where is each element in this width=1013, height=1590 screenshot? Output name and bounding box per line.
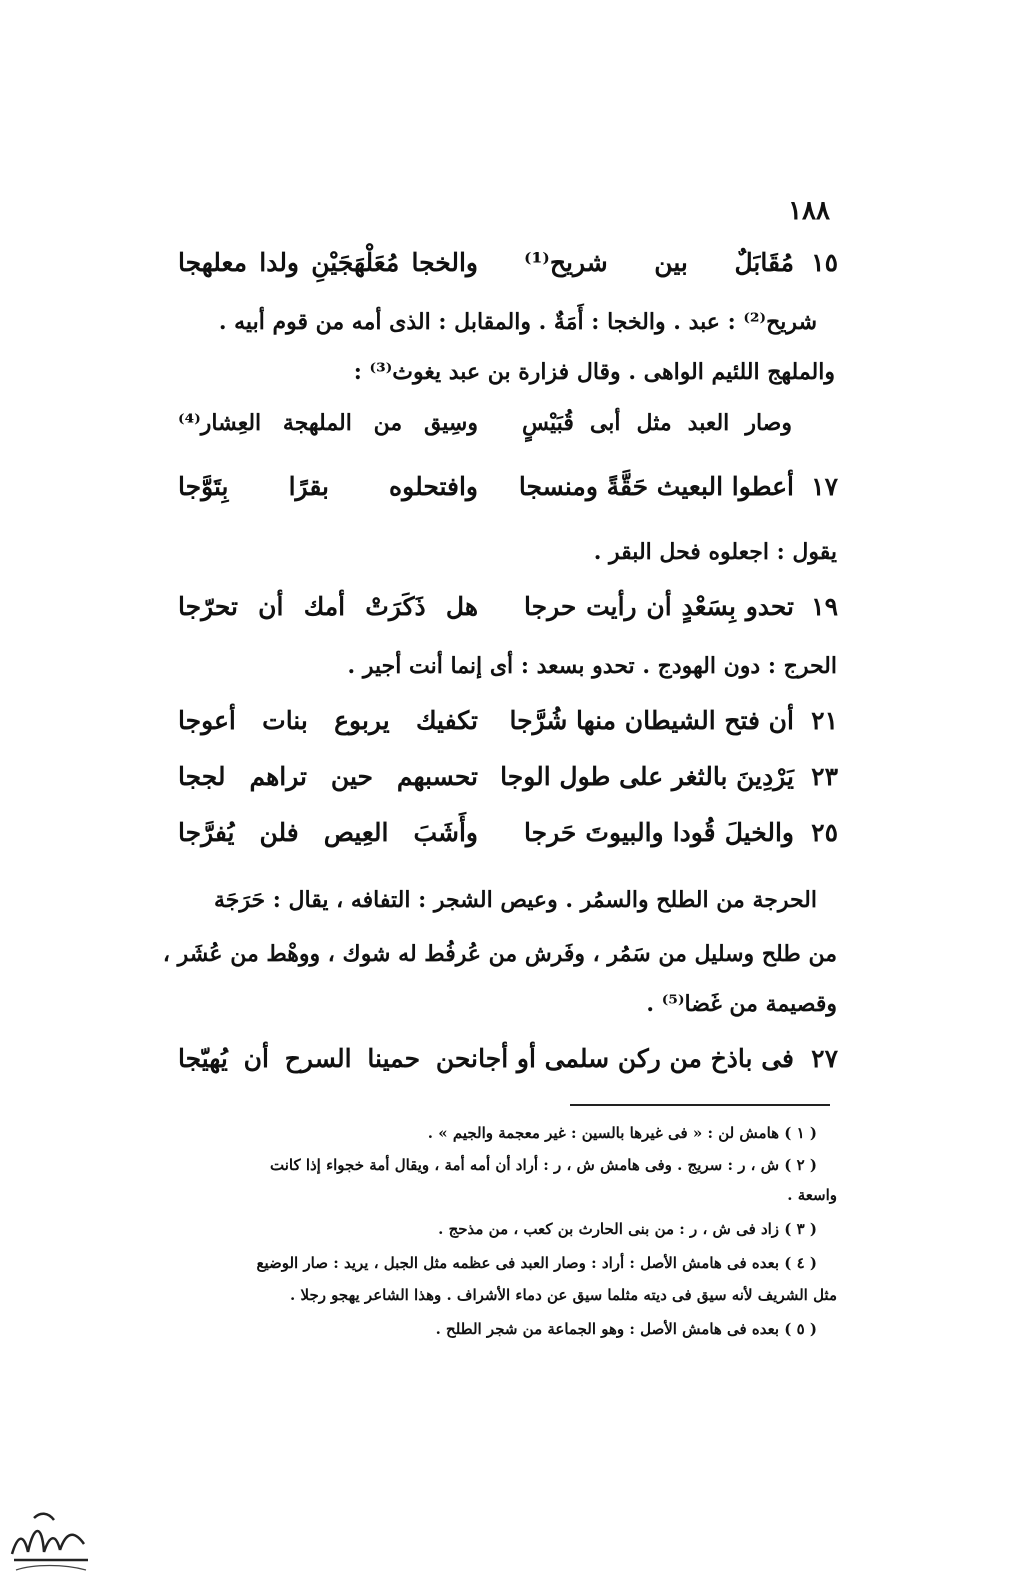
commentary-line: من طلح وسليل من سَمُر ، وفَرش من عُرفُط له شوك ، ووهْط من عُشَر ، [162, 941, 837, 967]
cited-hemistich-first: وصار العبد مثل أبى قُبَيْسٍ [522, 410, 792, 436]
footnote: ( ٤ ) بعده فى هامش الأصل : أراد : وصار العبد فى عظمه مثل الجبل ، يريد : صار الوضيع [256, 1254, 817, 1272]
verse-number: ١٥ [811, 248, 838, 277]
verse-hemistich-second: والخجا مُعَلْهَجَيْنِ ولدا معلهجا [178, 248, 478, 277]
verse-hemistich-second: تكفيك يربوع بنات أعوجا [178, 706, 478, 735]
verse-number: ٢٥ [811, 818, 838, 847]
verse-hemistich-first: تحدو بِسَعْدٍ أن رأيت حرجا [524, 592, 794, 621]
commentary-line: الحرجة من الطلح والسمُر . وعيص الشجر : التفافه ، يقال : حَرَجَة [213, 887, 817, 913]
cited-verse [178, 410, 838, 450]
verse-number: ١٧ [811, 472, 838, 501]
verse-hemistich-second: نحن حمينا السرح أن يُهيّجا [178, 1044, 478, 1073]
verse-hemistich-first: يَرْدِينَ بالثغر على طول الوجا [500, 762, 794, 791]
verse-hemistich-second: تحسبهم حين تراهم لججا [178, 762, 478, 791]
cited-hemistich-second: وسِيق من الملهجة العِشار⁽⁴⁾ [178, 410, 478, 436]
footnote: ( ٣ ) زاد فى ش ، ر : من بنى الحارث بن كعب ، من مذحج . [438, 1220, 817, 1238]
footnote: ( ٢ ) ش ، ر : سريج . وفى هامش ش ، ر : أراد أن أمه أمة ، ويقال أمة خجواء إذا كانت [270, 1156, 817, 1174]
verse-line [178, 592, 838, 632]
verse-line [178, 1044, 838, 1084]
verse-hemistich-second: وافتحلوه بقرًا بِتَوَّجا [178, 472, 478, 501]
commentary-line: الحرج : دون الهودج . تحدو بسعد : أى إنما أنت أجير . [347, 653, 837, 679]
page-number: ١٨٨ [788, 196, 830, 226]
verse-hemistich-first: أعطوا البعيث حَقَّةً ومنسجا [518, 472, 794, 501]
commentary-line: والملهج اللئيم الواهى . وقال فزارة بن عبد يغوث⁽³⁾ : [353, 359, 835, 385]
verse-hemistich-second: وأَشَبَ العِيص فلن يُفرَّجا [178, 818, 478, 847]
verse-line [178, 706, 838, 746]
verse-line [178, 762, 838, 802]
commentary-line: يقول : اجعلوه فحل البقر . [593, 539, 837, 565]
verse-hemistich-first: فى باذخ من ركن سلمى أو أجا [478, 1044, 794, 1073]
publisher-logo [4, 1494, 94, 1584]
verse-line [178, 818, 838, 858]
verse-hemistich-first: أن فتح الشيطان منها شُرَّجا [509, 706, 794, 735]
verse-line [178, 248, 838, 288]
verse-number: ٢١ [811, 706, 838, 735]
verse-hemistich-first: والخيلَ قُودا والبيوتَ حَرجا [524, 818, 794, 847]
verse-number: ٢٣ [811, 762, 838, 791]
footnote-separator [570, 1104, 830, 1106]
footnote: واسعة . [787, 1186, 837, 1204]
verse-number: ١٩ [811, 592, 838, 621]
commentary-line: شريح⁽²⁾ : عبد . والخجا : أَمَةٌ . والمقابل : الذى أمه من قوم أبيه . [218, 309, 817, 335]
footnote: مثل الشريف لأنه سيق فى ديته مثلما سيق عن دماء الأشراف . وهذا الشاعر يهجو رجلا . [290, 1286, 837, 1304]
footnote: ( ١ ) هامش لن : « فى غيرها بالسين : غير معجمة والجيم » . [427, 1124, 817, 1142]
footnote: ( ٥ ) بعده فى هامش الأصل : وهو الجماعة من شجر الطلح . [435, 1320, 817, 1338]
verse-hemistich-second: هل ذَكَرَتْ أمك أن تحرّجا [178, 592, 478, 621]
commentary-line: وقصيمة من غَضا⁽⁵⁾ . [646, 991, 837, 1017]
verse-line [178, 472, 838, 512]
verse-number: ٢٧ [811, 1044, 838, 1073]
verse-hemistich-first: مُقَابَلٌ بين شريح⁽¹⁾ [524, 248, 794, 277]
